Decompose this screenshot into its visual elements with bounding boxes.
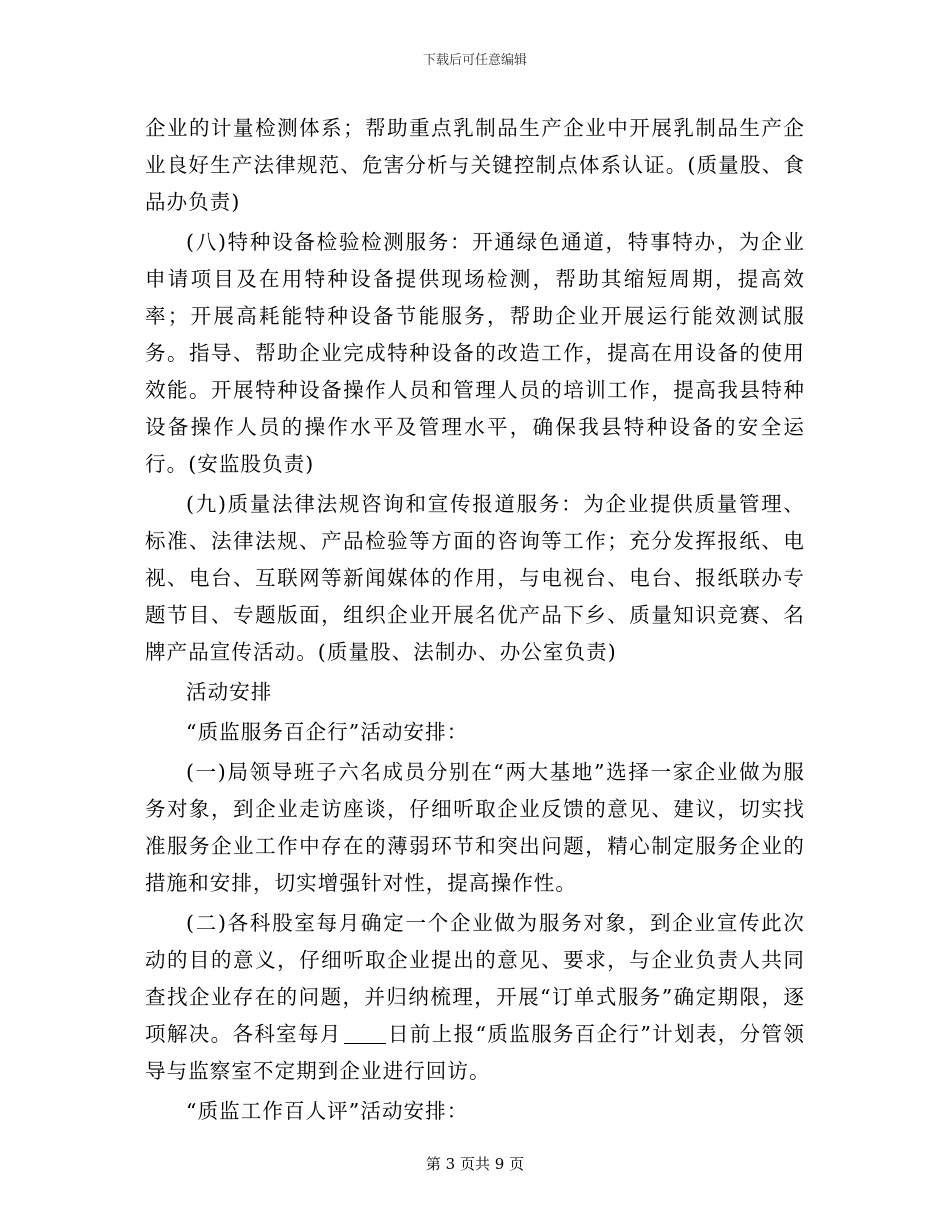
subheading-hundred-people: “质监工作百人评”活动安排：: [186, 1099, 469, 1123]
page-number: 第 3 页共 9 页: [425, 1155, 525, 1173]
page-header: 下载后可任意编辑: [422, 53, 527, 68]
paragraph-departments: [145, 905, 805, 1090]
paragraph-departments-part2: 日前上报“质监服务百企行”计划表，分管领导与监察室不定期到企业进行回访。: [145, 1022, 805, 1083]
paragraph-special-equipment: (八)特种设备检验检测服务：开通绿色通道，特事特办，为企业申请项目及在用特种设备提供现场检测，帮助其缩短周期，提高效率；开展高耗能特种设备节能服务，帮助企业开展运行能效测试服务。指导、帮助企业完成特种设备的改造工作，提高在用设备的使用效能。开展特种设备操作人员和管理人员的培训工作，提高我县特种设备操作人员的操作水平及管理水平，确保我县特种设备的安全运行。(安监股负责): [145, 230, 805, 476]
paragraph-legal-consulting: (九)质量法律法规咨询和宣传报道服务：为企业提供质量管理、标准、法律法规、产品检验等方面的咨询等工作；充分发挥报纸、电视、电台、互联网等新闻媒体的作用，与电视台、电台、报纸联办专题节目、专题版面，组织企业开展名优产品下乡、质量知识竞赛、名牌产品宣传活动。(质量股、法制办、办公室负责): [145, 492, 805, 664]
paragraph-continuation: 企业的计量检测体系；帮助重点乳制品生产企业中开展乳制品生产企业良好生产法律规范、危害分析与关键控制点体系认证。(质量股、食品办负责): [145, 116, 805, 214]
subheading-hundred-enterprises: “质监服务百企行”活动安排：: [186, 720, 469, 744]
section-heading-activity: 活动安排: [186, 680, 273, 704]
paragraph-leadership: (一)局领导班子六名成员分别在“两大基地”选择一家企业做为服务对象，到企业走访座谈，仔细听取企业反馈的意见、建议，切实找准服务企业工作中存在的薄弱环节和突出问题，精心制定服务企业的措施和安排，切实增强针对性，提高操作性。: [145, 760, 805, 895]
document-body: [145, 110, 805, 1130]
fill-in-blank: [344, 1023, 386, 1044]
paragraph-departments-part1: (二)各科股室每月确定一个企业做为服务对象，到企业宣传此次动的目的意义，仔细听取企业提出的意见、要求，与企业负责人共同查找企业存在的问题，并归纳梳理，开展“订单式服务”确定期限，逐项解决。各科室每月: [145, 911, 805, 1046]
